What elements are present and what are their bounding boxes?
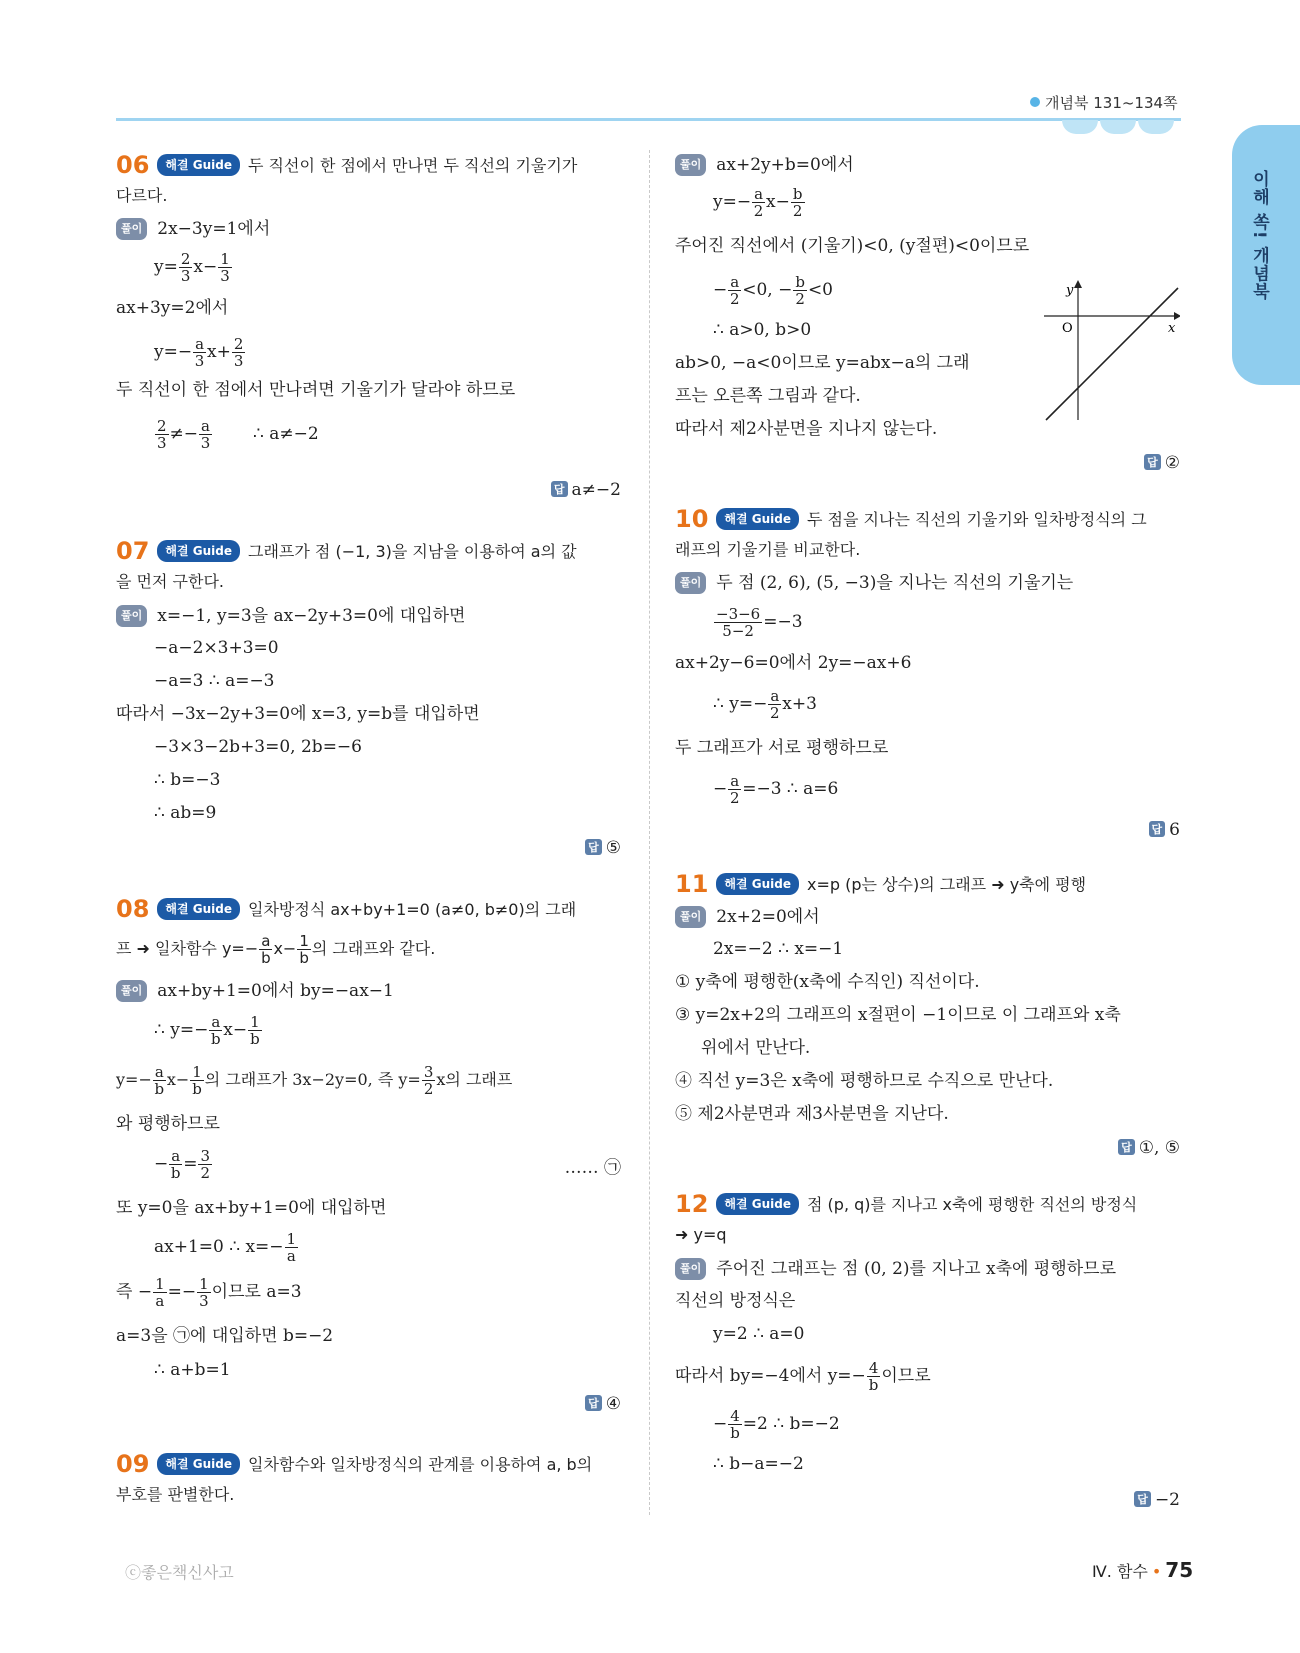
solution-text: ③ y=2x+2의 그래프의 x절편이 −1이므로 이 그래프와 x축 [675,1005,1121,1025]
guide-badge: 해결 Guide [716,1193,799,1215]
q08-equation: − $\frac{a}{b}$ = $\frac{3}{2}$ …… ㉠ [154,1147,621,1182]
question-number: 06 [116,151,150,179]
page-number: 75 [1165,1558,1194,1582]
q10-guide-line1 [675,505,1147,533]
solution-text: 2x=−2 ∴ x=−1 [713,939,844,959]
q06-guide-line1 [116,151,578,179]
q09-guide-line1 [116,1450,593,1478]
solution-text: ∴ b=−3 [154,770,221,790]
guide-text: 일차방정식 ax+by+1=0 (a≠0, b≠0)의 그래 [248,900,577,919]
q10-solution-line: 풀이 두 점 (2, 6), (5, −3)을 지나는 직선의 기울기는 [675,572,1073,594]
header-rule [116,118,1181,121]
guide-badge: 해결 Guide [716,508,799,530]
y-axis-arrow-icon [1074,280,1082,288]
q10-equation: $\frac{-3-6}{5-2}$ =−3 [716,605,803,640]
answer-badge: 답 [1118,1139,1135,1155]
q09-inequality: − $\frac{a}{2}$ <0, − $\frac{b}{2}$ <0 [713,273,833,308]
page-footer: Ⅳ. 함수 • 75 [1092,1558,1194,1582]
guide-text: 일차함수와 일차방정식의 관계를 이용하여 a, b의 [248,1455,593,1474]
q11-guide-line1 [675,870,1087,898]
guide-text: 을 먼저 구한다. [116,572,224,591]
q08-equation: 즉 − $\frac{1}{a}$ =− $\frac{1}{3}$ 이므로 a=3 [116,1275,302,1310]
solution-text: ④ 직선 y=3은 x축에 평행하므로 수직으로 만난다. [675,1071,1054,1091]
answer-badge: 답 [1144,454,1161,470]
q06-equation: y= $\frac{2}{3}$ x− $\frac{1}{3}$ [154,250,230,285]
solution-badge: 풀이 [675,1258,706,1280]
question-number: 10 [675,505,709,533]
answer-badge: 답 [585,1395,602,1411]
solution-text: ax+3y=2에서 [116,298,229,318]
q06-equation: y=− $\frac{a}{3}$ x+ $\frac{2}{3}$ [154,335,244,370]
q08-guide-line2: 프 ➜ 일차함수 y=− $\frac{a}{b}$ x− $\frac{1}{b}$ 의 그래프와 같다. [116,932,436,967]
guide-text: 그래프가 점 (−1, 3)을 지남을 이용하여 a의 값 [248,542,577,561]
solution-badge: 풀이 [116,218,147,240]
q06-equation: $\frac{2}{3}$ ≠− $\frac{a}{3}$ ∴ a≠−2 [157,417,319,452]
solution-text: 와 평행하므로 [116,1114,220,1134]
question-number: 11 [675,870,709,898]
solution-badge: 풀이 [116,980,147,1002]
solution-text: y=2 ∴ a=0 [713,1324,805,1344]
concept-reference-text: 개념북 131~134쪽 [1045,94,1178,112]
solution-text: ax+2y−6=0에서 2y=−ax+6 [675,653,912,673]
guide-text: 두 점을 지나는 직선의 기울기와 일차방정식의 그 [807,510,1147,529]
solution-text: ∴ a>0, b>0 [713,320,812,340]
solution-badge: 풀이 [675,572,706,594]
q11-answer: 답 ①, ⑤ [1118,1138,1180,1158]
solution-text: 2x−3y=1에서 [157,219,271,239]
q08-equation: ax+1=0 ∴ x=− $\frac{1}{a}$ [154,1230,297,1265]
q11-solution-line: 풀이 2x+2=0에서 [675,906,820,928]
q10-equation: − $\frac{a}{2}$ =−3 ∴ a=6 [713,772,839,807]
guide-badge: 해결 Guide [157,540,240,562]
q09-solution-line: 풀이 ax+2y+b=0에서 [675,154,854,176]
q09-graph [1040,280,1180,425]
q12-equation: − $\frac{4}{b}$ =2 ∴ b=−2 [713,1407,840,1442]
header-wave-decoration [1100,120,1136,134]
solution-text: 두 그래프가 서로 평행하므로 [675,738,889,758]
question-number: 07 [116,537,150,565]
guide-badge: 해결 Guide [157,154,240,176]
q08-equation: y=− $\frac{a}{b}$ x− $\frac{1}{b}$ 의 그래프가 3x−2y=0, 즉 y= $\frac{3}{2}$ x의 그래프 [116,1063,513,1098]
guide-text: ➜ y=q [675,1225,727,1244]
solution-text: 프는 오른쪽 그림과 같다. [675,386,861,406]
solution-text: ab>0, −a<0이므로 y=abx−a의 그래 [675,353,970,373]
header-wave-decoration [1138,120,1174,134]
guide-badge: 해결 Guide [157,1453,240,1475]
header-wave-decoration [1062,120,1098,134]
guide-text: x=p (p는 상수)의 그래프 ➜ y축에 평행 [807,875,1087,894]
chapter-label: Ⅳ. 함수 [1092,1562,1148,1581]
q12-answer: 답 −2 [1134,1490,1180,1510]
solution-text: ⑤ 제2사분면과 제3사분면을 지난다. [675,1104,949,1124]
answer-badge: 답 [1134,1491,1151,1507]
solution-text: 또 y=0을 ax+by+1=0에 대입하면 [116,1198,387,1218]
guide-text: 두 직선이 한 점에서 만나면 두 직선의 기울기가 [248,156,578,175]
q08-equation: ∴ y=− $\frac{a}{b}$ x− $\frac{1}{b}$ [154,1013,260,1048]
solution-text: 두 직선이 한 점에서 만나려면 기울기가 달라야 하므로 [116,380,516,400]
solution-text: −a=3 ∴ a=−3 [154,671,275,691]
bullet-dot-icon [1030,97,1040,107]
origin-label: O [1062,321,1073,336]
answer-badge: 답 [551,481,568,497]
question-number: 08 [116,895,150,923]
solution-text: 위에서 만난다. [701,1038,811,1058]
guide-badge: 해결 Guide [157,898,240,920]
question-number: 09 [116,1450,150,1478]
solution-text: 따라서 −3x−2y+3=0에 x=3, y=b를 대입하면 [116,704,480,724]
solution-text: −a−2×3+3=0 [154,638,279,658]
q06-solution-line [116,218,270,240]
solution-text: 주어진 직선에서 (기울기)<0, (y절편)<0이므로 [675,236,1030,256]
q07-solution-line: 풀이 x=−1, y=3을 ax−2y+3=0에 대입하면 [116,605,465,627]
answer-badge: 답 [1149,821,1166,837]
q08-solution-line: 풀이 ax+by+1=0에서 by=−ax−1 [116,980,394,1002]
solution-text: 직선의 방정식은 [675,1291,796,1311]
side-tab-label: 이해 쏙! 개념북 [1249,170,1269,301]
guide-text: 래프의 기울기를 비교한다. [675,540,861,559]
column-divider [649,150,650,1515]
q10-equation: ∴ y=− $\frac{a}{2}$ x+3 [713,687,817,722]
q12-solution-line: 풀이 주어진 그래프는 점 (0, 2)를 지나고 x축에 평행하므로 [675,1258,1116,1280]
question-number: 12 [675,1190,709,1218]
copyright: ⓒ좋은책신사고 [125,1563,234,1582]
solution-text: 따라서 제2사분면을 지나지 않는다. [675,419,938,439]
guide-text: 점 (p, q)를 지나고 x축에 평행한 직선의 방정식 [807,1195,1138,1214]
concept-reference [1030,92,1178,113]
guide-text: 부호를 판별한다. [116,1485,235,1504]
answer-badge: 답 [585,839,602,855]
solution-badge: 풀이 [675,154,706,176]
solution-text: a=3을 ㉠에 대입하면 b=−2 [116,1326,334,1346]
q08-guide-line1 [116,895,577,923]
x-axis-arrow-icon [1174,312,1180,320]
x-axis-label: x [1168,321,1176,336]
q12-guide-line1 [675,1190,1138,1218]
q09-equation: y=− $\frac{a}{2}$ x− $\frac{b}{2}$ [713,185,803,220]
guide-badge: 해결 Guide [716,873,799,895]
solution-badge: 풀이 [675,906,706,928]
q06-answer: 답 a≠−2 [551,480,621,500]
q12-equation: 따라서 by=−4에서 y=− $\frac{4}{b}$ 이므로 [675,1359,931,1394]
q10-answer: 답 6 [1149,820,1180,840]
solution-text: ∴ a+b=1 [154,1360,231,1380]
q07-answer: 답 ⑤ [585,838,621,858]
solution-text: ① y축에 평행한(x축에 수직인) 직선이다. [675,972,980,992]
solution-text: ∴ b−a=−2 [713,1454,804,1474]
q07-guide-line1 [116,537,577,565]
q09-answer: 답 ② [1144,453,1180,473]
q08-answer: 답 ④ [585,1394,621,1414]
solution-text: −3×3−2b+3=0, 2b=−6 [154,737,362,757]
y-axis-label: y [1066,283,1074,298]
solution-badge: 풀이 [116,605,147,627]
solution-text: ∴ ab=9 [154,803,217,823]
graph-line [1046,288,1178,420]
guide-text: 다르다. [116,186,168,205]
